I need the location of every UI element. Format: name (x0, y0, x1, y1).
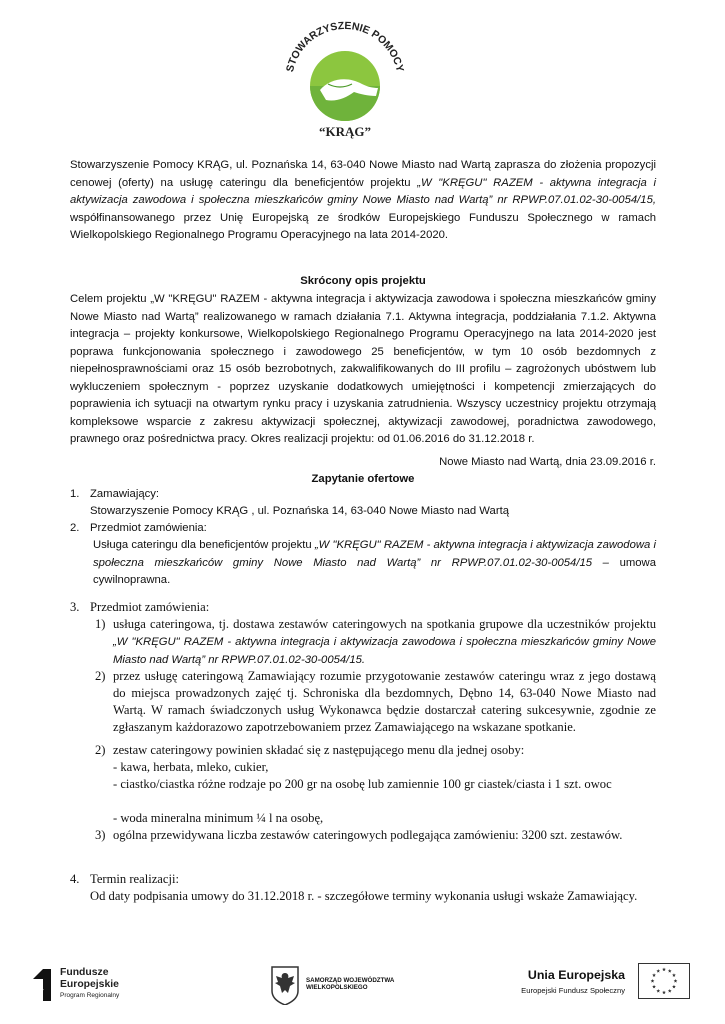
samorzad-logo (270, 963, 420, 1007)
item-2-heading: Przedmiot zamówienia: (90, 522, 207, 534)
place-date: Nowe Miasto nad Wartą, dnia 23.09.2016 r. (439, 456, 656, 468)
item-1-body: Stowarzyszenie Pomocy KRĄG , ul. Poznańska 14, 63-040 Nowe Miasto nad Wartą (90, 505, 510, 517)
summary-paragraph: Celem projektu „W "KRĘGU" RAZEM - aktywna integracja i aktywizacja zawodowa i społeczna mieszkańców gminy Nowe Miasto nad Wartą” realizowanego w ramach działania 7.1. Aktywna integracja, poddziałania 7.1.2. Aktywna integracja – projekty konkursowe, Wielkopolskiego Regionalnego Programu Operacyjnego na lata 2014-2020 jest poprawa funkcjonowania społecznego i zawodowego 25 beneficjentów, w tym 10 osób bezdomnych z niepełnosprawnościami oraz 15 osób bezrobotnych, zakwalifikowanych do III profilu – zagrożonych ubóstwem lub wykluczeniem społecznym - poprzez uzyskanie dodatkowych umiejętności i kompetencji zmierzających do poprawienia ich sytuacji na otwartym rynku pracy i uzyskania zatrudnienia. Wszyscy uczestnicy projektu otrzymają kompleksowe wsparcie z zakresu aktywizacji społecznej, aktywizacji zawodowej, poradnictwa zawodowego, prawnego oraz pośrednictwa pracy. Okres realizacji projektu: od 01.06.2016 do 31.12.2018 r. (70, 293, 656, 445)
subitem-3-number: 3) (95, 828, 106, 842)
item-1-number: 1. (70, 488, 80, 500)
item-3-heading: Przedmiot zamówienia: (90, 600, 210, 614)
menu-line-1: - kawa, herbata, mleko, cukier, (113, 760, 269, 774)
subitem-2-text: przez usługę cateringową Zamawiający rozumie przygotowanie zestawów cateringu wraz z jego dostawą do miejsca prowadzonych zajęć tj. Schroniska dla bezdomnych, Dębno 14, 63-040 Nowe Miasto nad Wartą. W ramach świadczonych usług Wykonawca będzie dostarczał catering sukcesywnie, zgodnie ze zgłaszanym każdorazowo zapotrzebowaniem przez Zamawiającego na wskazane spotkanie. (113, 669, 656, 734)
subitem-2b-number: 2) (95, 743, 106, 757)
menu-line-2: - ciastko/ciastka różne rodzaje po 200 gr na osobę lub zamiennie 100 gr ciastek/ciasta i 1 szt. owoc (113, 777, 612, 791)
item-4-body: Od daty podpisania umowy do 31.12.2018 r. - szczegółowe terminy wykonania usługi wskaże Zamawiający. (90, 889, 638, 903)
intro-paragraph: Stowarzyszenie Pomocy KRĄG, ul. Poznańska 14, 63-040 Nowe Miasto nad Wartą zaprasza do złożenia propozycji cenowej (oferty) na usługę cateringu dla beneficjentów projektu „W "KRĘGU" RAZEM - aktywna integracja i aktywizacja zawodowa i społeczna mieszkańców gminy Nowe Miasto nad Wartą” nr RPWP.07.01.02-30-0054/15, współfinansowanego przez Unię Europejską ze środków Europejskiego Funduszu Społecznego w ramach Wielkopolskiego Regionalnego Programu Operacyjnego na lata 2014-2020. (70, 159, 657, 241)
logo-name-text: “KRĄG” (319, 124, 371, 139)
item-1-heading: Zamawiający: (90, 488, 160, 500)
offer-title: Zapytanie ofertowe (311, 473, 415, 485)
sam-line-1: SAMORZĄD WOJEWÓDZTWA (306, 977, 395, 984)
eu-flag-icon (638, 963, 690, 999)
subitem-2b-text: zestaw cateringowy powinien składać się z następującego menu dla jednej osoby: (113, 743, 525, 757)
fe-line-1: Fundusze (60, 967, 109, 978)
fundusze-europejskie-logo (30, 963, 140, 1007)
eagle-crest-icon (270, 965, 300, 1005)
subitem-1-number: 1) (95, 617, 106, 631)
eu-title: Unia Europejska (527, 968, 625, 982)
summary-title: Skrócony opis projektu (300, 275, 426, 287)
subitem-1-text: usługa cateringowa, tj. dostawa zestawów cateringowych na spotkania grupowe dla uczestników projektu „W "KRĘGU" RAZEM - aktywna integracja i aktywizacja zawodowa i społeczna mieszkańców gminy Nowe Miasto nad Wartą” nr RPWP.07.01.02-30-0054/15. (113, 617, 656, 666)
menu-line-3: - woda mineralna minimum ¼ l na osobę, (113, 811, 324, 825)
logo-arc-text: STOWARZYSZENIE POMOCY (284, 19, 406, 74)
item-2-number: 2. (70, 522, 80, 534)
item-3-number: 3. (70, 600, 80, 614)
fe-star-icon (30, 965, 56, 1005)
eu-subtitle: Europejski Fundusz Społeczny (521, 986, 625, 995)
fe-line-2: Europejskie (60, 978, 119, 990)
item-4-number: 4. (70, 872, 80, 886)
association-logo (270, 18, 420, 143)
fe-line-3: Program Regionalny (60, 992, 120, 999)
association-logo-graphic (270, 18, 420, 143)
item-4-heading: Termin realizacji: (90, 872, 179, 886)
subitem-3-text: ogólna przewidywana liczba zestawów cateringowych podlegająca zamówieniu: 3200 szt. zestawów. (113, 828, 623, 842)
item-2-body: Usługa cateringu dla beneficjentów projektu „W "KRĘGU" RAZEM - aktywna integracja i aktywizacja zawodowa i społeczna mieszkańców gminy Nowe Miasto nad Wartą” nr RPWP.07.01.02-30-0054/15 – umowa cywilnoprawna. (93, 539, 657, 586)
sam-line-2: WIELKOPOLSKIEGO (306, 984, 368, 992)
eu-logo (505, 963, 690, 1007)
subitem-2-number: 2) (95, 669, 106, 683)
